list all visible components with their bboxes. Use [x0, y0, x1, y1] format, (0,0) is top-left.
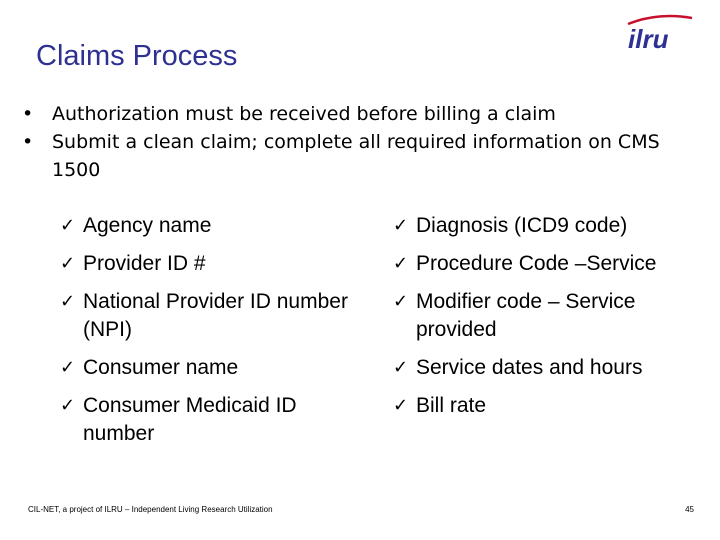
- checklist-item: [393, 288, 693, 344]
- checkmark-icon: ✓: [60, 253, 76, 274]
- checkmark-icon: ✓: [60, 395, 76, 416]
- checklist-item: [393, 212, 693, 240]
- checklist-item: [60, 288, 360, 344]
- checklist-item: [393, 354, 693, 382]
- checkmark-icon: ✓: [393, 395, 409, 416]
- checklist-text: Consumer Medicaid ID number: [83, 394, 297, 445]
- checklist-text: Bill rate: [416, 394, 487, 417]
- logo-text: ilru: [628, 24, 669, 52]
- bullet-text: Submit a clean claim; complete all required information on CMS 1500: [52, 131, 660, 181]
- checklist-item: [60, 354, 360, 382]
- left-checklist: [60, 212, 360, 458]
- checkmark-icon: ✓: [393, 291, 409, 312]
- bullet-text: Authorization must be received before billing a claim: [52, 103, 556, 125]
- checklist-text: Provider ID #: [83, 252, 206, 275]
- checkmark-icon: ✓: [60, 357, 76, 378]
- bullet-dot: •: [22, 103, 34, 125]
- right-checklist: [393, 212, 693, 430]
- checklist-text: Diagnosis (ICD9 code): [416, 214, 628, 237]
- checklist-item: [60, 250, 360, 278]
- slide-title: Claims Process: [36, 40, 238, 72]
- checkmark-icon: ✓: [60, 291, 76, 312]
- checklist-item: [60, 212, 360, 240]
- checkmark-icon: ✓: [393, 253, 409, 274]
- checklist-item: [393, 250, 693, 278]
- checklist-item: [393, 392, 693, 420]
- checklist-text: Agency name: [83, 214, 212, 237]
- checkmark-icon: ✓: [393, 357, 409, 378]
- bullet-item: [22, 100, 712, 128]
- checklist-text: Procedure Code –Service: [416, 252, 657, 275]
- checklist-text: Consumer name: [83, 356, 239, 379]
- page-number: 45: [685, 505, 694, 514]
- bullet-dot: •: [22, 131, 34, 153]
- ilru-logo: [618, 8, 698, 52]
- checkmark-icon: ✓: [393, 215, 409, 236]
- footer-text: CIL-NET, a project of ILRU – Independent Living Research Utilization: [28, 505, 273, 514]
- bullet-item: [22, 128, 712, 184]
- checklist-item: [60, 392, 360, 448]
- bullet-list: [22, 100, 712, 184]
- checklist-text: Service dates and hours: [416, 356, 643, 379]
- checklist-text: National Provider ID number (NPI): [83, 290, 348, 341]
- checklist-text: Modifier code – Service provided: [416, 290, 636, 341]
- checkmark-icon: ✓: [60, 215, 76, 236]
